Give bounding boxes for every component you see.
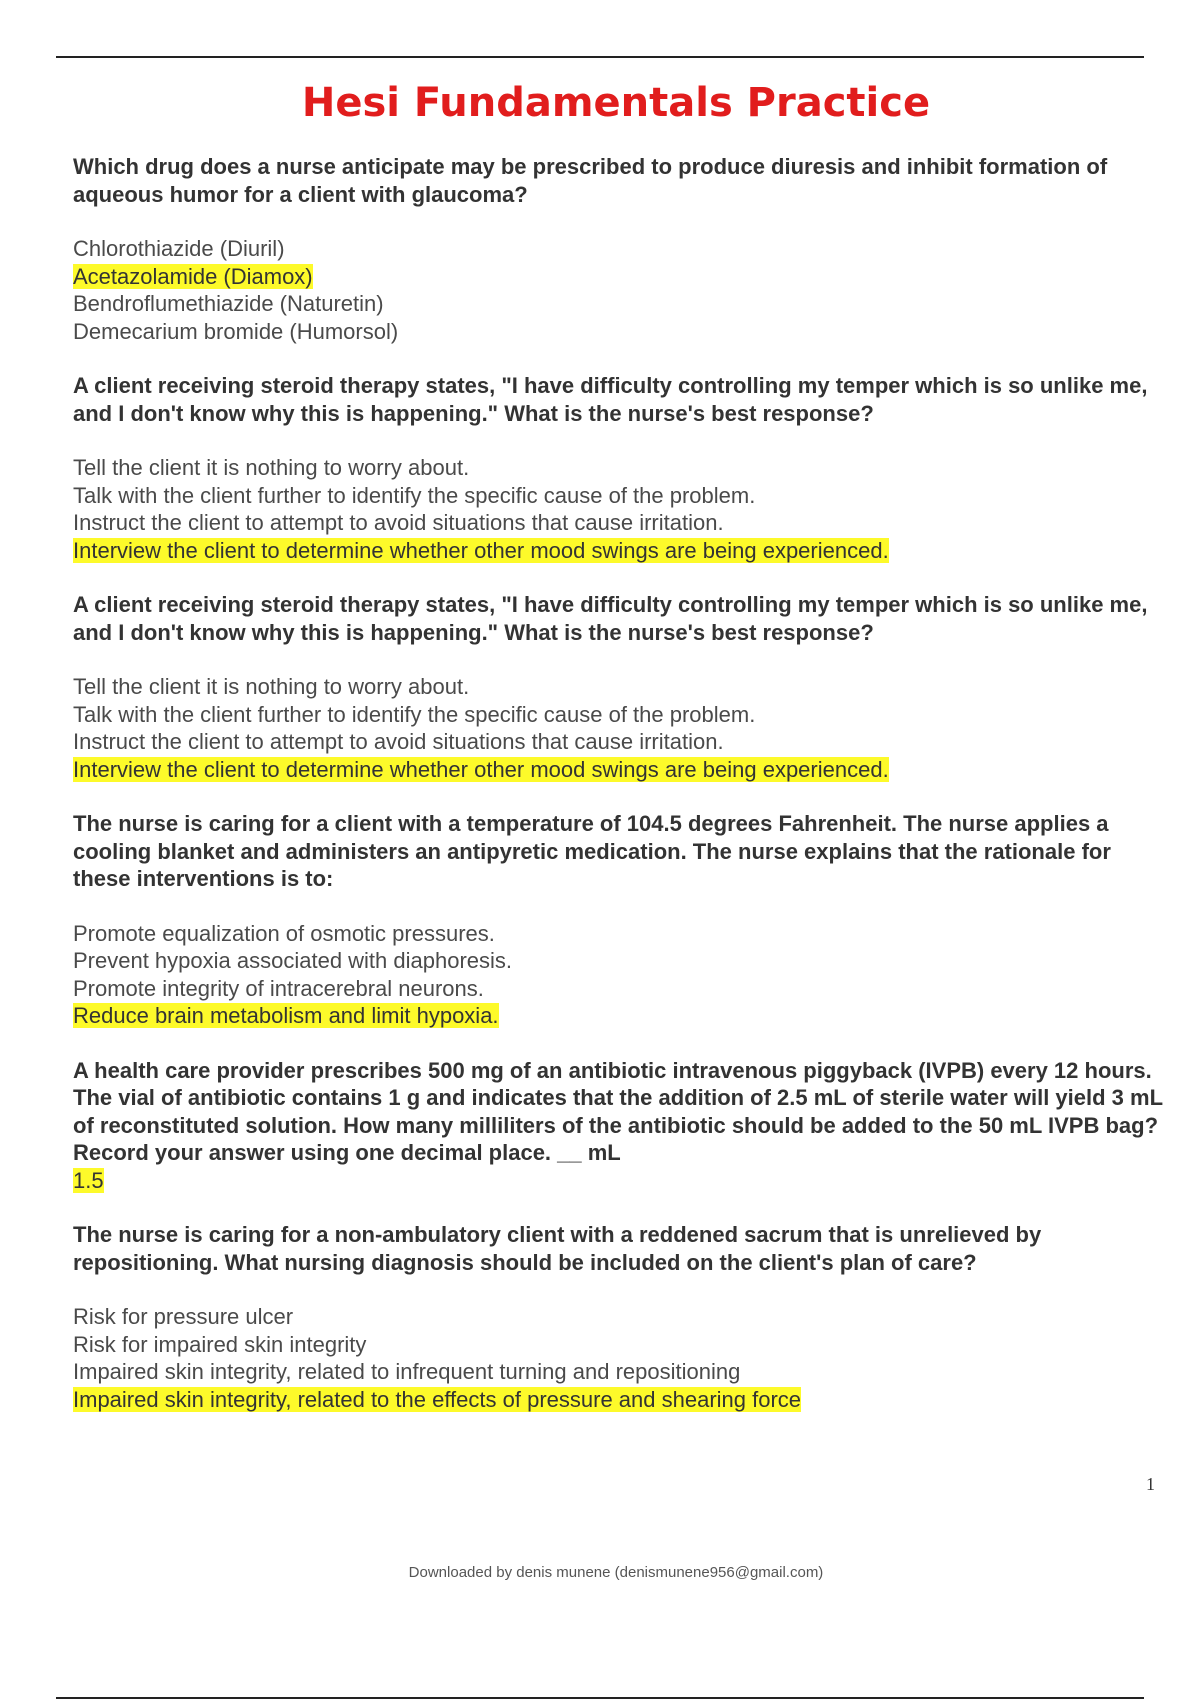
option-list <box>73 673 1163 783</box>
page-title: Hesi Fundamentals Practice <box>301 80 931 126</box>
answer-highlight: Interview the client to determine whether other mood swings are being experienced. <box>73 537 889 563</box>
answer-option-correct <box>73 1002 1163 1030</box>
answer-option: Promote equalization of osmotic pressures. <box>73 920 495 946</box>
answer-option-correct <box>73 537 1163 565</box>
question-text: The nurse is caring for a client with a temperature of 104.5 degrees Fahrenheit. The nurse applies a cooling blanket and administers an antipyretic medication. The nurse explains that the rationale for these interventions is to: <box>73 811 1111 891</box>
answer-option-correct <box>73 263 1163 291</box>
answer-option: Tell the client it is nothing to worry about. <box>73 455 470 480</box>
question-block <box>73 372 1163 564</box>
question-text: A health care provider prescribes 500 mg of an antibiotic intravenous piggyback (IVPB) every 12 hours. The vial of antibiotic contains 1 g and indicates that the addition of 2.5 mL of sterile water will yield 3 mL of reconstituted solution. How many milliliters of the antibiotic should be added to the 50 mL IVPB bag? Record your answer using one decimal place. __ mL <box>73 1057 1163 1165</box>
question-block <box>73 1057 1163 1195</box>
answer-option: Impaired skin integrity, related to infrequent turning and repositioning <box>73 1359 741 1384</box>
answer-option: Prevent hypoxia associated with diaphoresis. <box>73 948 513 973</box>
answer-highlight: Impaired skin integrity, related to the effects of pressure and shearing force <box>73 1386 802 1412</box>
answer-option: Demecarium bromide (Humorsol) <box>73 318 399 344</box>
bottom-rule <box>56 1697 1144 1699</box>
answer-option: Talk with the client further to identify the specific cause of the problem. <box>73 482 756 508</box>
answer-option-correct <box>73 1386 1163 1414</box>
question-block <box>73 1221 1163 1413</box>
answer-option: Bendroflumethiazide (Naturetin) <box>73 291 384 316</box>
answer-highlight: Interview the client to determine whether other mood swings are being experienced. <box>73 756 889 782</box>
option-list <box>73 920 1163 1030</box>
answer-option-correct <box>73 756 1163 784</box>
option-list <box>73 1303 1163 1413</box>
answer-option: Risk for pressure ulcer <box>73 1304 294 1329</box>
answer-highlight: Acetazolamide (Diamox) <box>73 263 313 289</box>
option-list <box>73 235 1163 345</box>
option-list <box>73 454 1163 564</box>
answer-option: Instruct the client to attempt to avoid situations that cause irritation. <box>73 729 724 754</box>
answer-highlight: Reduce brain metabolism and limit hypoxia. <box>73 1003 499 1028</box>
answer-option: Risk for impaired skin integrity <box>73 1331 367 1357</box>
top-rule <box>56 56 1144 58</box>
question-text: The nurse is caring for a non-ambulatory client with a reddened sacrum that is unrelieved by repositioning. What nursing diagnosis should be included on the client's plan of care? <box>73 1222 1042 1275</box>
question-block <box>73 153 1163 345</box>
answer-highlight: 1.5 <box>73 1167 104 1193</box>
answer-option: Talk with the client further to identify the specific cause of the problem. <box>73 701 756 727</box>
answer-option: Tell the client it is nothing to worry about. <box>73 674 470 699</box>
question-text: A client receiving steroid therapy states, "I have difficulty controlling my temper which is so unlike me, and I don't know why this is happening." What is the nurse's best response? <box>73 592 1148 645</box>
question-text: Which drug does a nurse anticipate may be prescribed to produce diuresis and inhibit formation of aqueous humor for a client with glaucoma? <box>73 154 1108 207</box>
question-block <box>73 810 1163 1030</box>
question-block <box>73 591 1163 783</box>
answer-option: Instruct the client to attempt to avoid situations that cause irritation. <box>73 510 724 535</box>
download-footer: Downloaded by denis munene (denismunene956@gmail.com) <box>408 1564 824 1581</box>
question-list <box>73 153 1163 1440</box>
page-number: 1 <box>1146 1474 1155 1494</box>
answer-option: Promote integrity of intracerebral neurons. <box>73 975 484 1001</box>
answer-option: Chlorothiazide (Diuril) <box>73 236 285 261</box>
answer-value <box>73 1167 1163 1195</box>
question-text: A client receiving steroid therapy states, "I have difficulty controlling my temper which is so unlike me, and I don't know why this is happening." What is the nurse's best response? <box>73 373 1148 426</box>
